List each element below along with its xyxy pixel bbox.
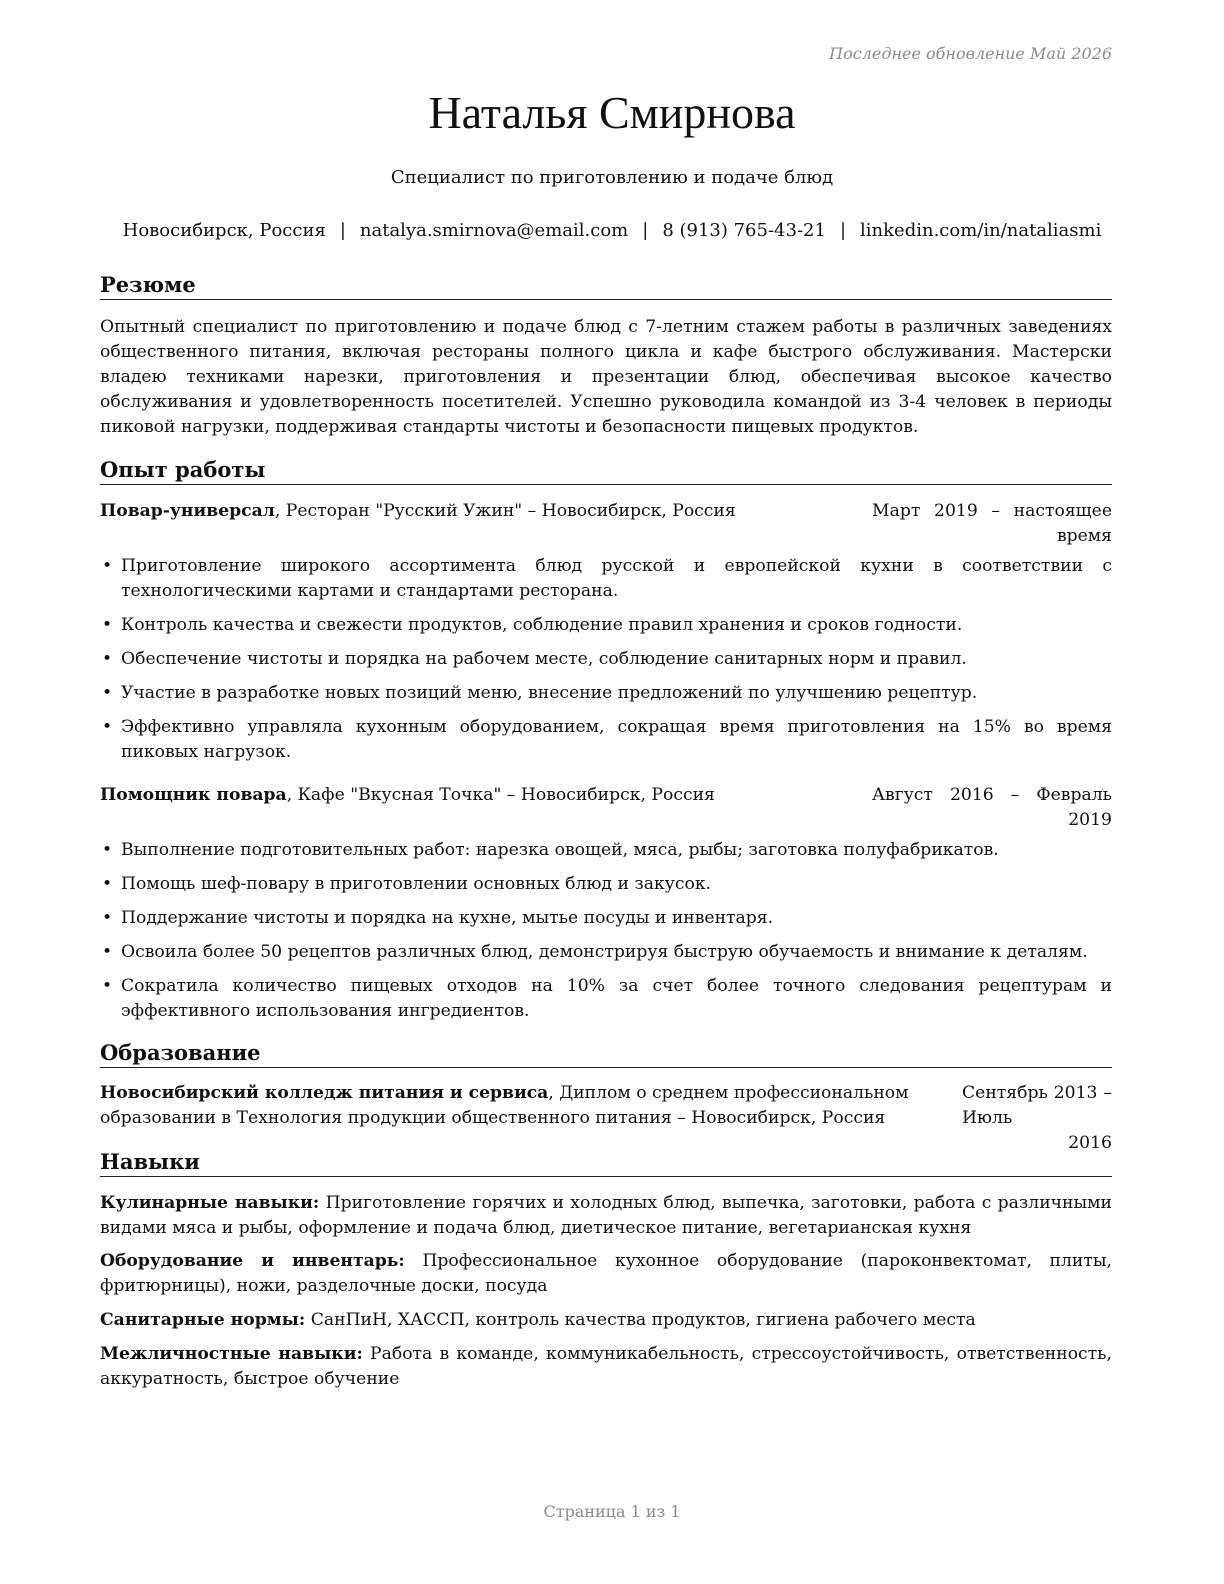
list-item: • Освоила более 50 рецептов различных блюд, демонстрируя быструю обучаемость и внимание к деталям. [100,940,1112,965]
contact-separator: | [839,220,847,241]
job-dates [872,499,1112,549]
job-title-line [100,499,860,524]
education-entry [100,1081,1112,1153]
skill-text: Приготовление горячих и холодных блюд, выпечка, заготовки, работа с различными видами мяса и рыбы, оформление и подача блюд, диетическое питание, вегетарианская кухня [100,1193,1112,1238]
summary-text: Опытный специалист по приготовлению и подаче блюд с 7-летним стажем работы в различных заведениях общественного питания, включая рестораны полного цикла и кафе быстрого обслуживания. Мастерски владею техниками нарезки, приготовления и презентации блюд, обеспечивая высокое качество обслуживания и удовлетворенность посетителей. Успешно руководила командой из 3-4 человек в периоды пиковой нагрузки, поддерживая стандарты чистоты и безопасности пищевых продуктов. [100,317,1112,437]
contact-phone: 8 (913) 765-43-21 [662,220,826,241]
skill-text: Работа в команде, коммуникабельность, стрессоустойчивость, ответственность, аккуратность, быстрое обучение [100,1344,1112,1389]
job-place: , Кафе "Вкусная Точка" – Новосибирск, Россия [286,785,715,805]
contact-linkedin[interactable]: linkedin.com/in/nataliasmi [860,220,1102,241]
skill-text: СанПиН, ХАССП, контроль качества продуктов, гигиена рабочего места [305,1310,976,1330]
job-title-line [100,783,860,808]
list-item: • Помощь шеф-повару в приготовлении основных блюд и закусок. [100,872,1112,897]
job-subtitle: Специалист по приготовлению и подаче блюд [390,167,834,188]
skill-label: Межличностные навыки: [100,1344,363,1364]
section-title-skills: Навыки [100,1148,1112,1177]
list-item: • Поддержание чистоты и порядка на кухне, мытье посуды и инвентаря. [100,906,1112,931]
job-position: Помощник повара [100,785,287,805]
skill-label: Кулинарные навыки: [100,1193,320,1213]
job-dates-line2: 2019 [1068,810,1112,830]
list-item: • Выполнение подготовительных работ: нарезка овощей, мяса, рыбы; заготовка полуфабрикатов. [100,838,1112,863]
job-header [100,783,1112,833]
section-title-experience: Опыт работы [100,456,1112,485]
job-dates-line1: Март 2019 – настоящее [872,501,1112,521]
list-item: • Эффективно управляла кухонным оборудованием, сокращая время приготовления на 15% во время пиковых нагрузок. [100,715,1112,765]
education-dates [962,1081,1112,1156]
skill-row [100,1249,1112,1299]
job-place: , Ресторан "Русский Ужин" – Новосибирск, Россия [274,501,736,521]
skill-row [100,1308,1112,1333]
list-item: • Обеспечение чистоты и порядка на рабочем месте, соблюдение санитарных норм и правил. [100,647,1112,672]
education-dates-line2: 2016 [1068,1133,1112,1153]
section-title-summary: Резюме [100,271,1112,300]
skill-text: Профессиональное кухонное оборудование (пароконвектомат, плиты, фритюрницы), ножи, разделочные доски, посуда [100,1251,1113,1296]
last-updated: Последнее обновление Май 2026 [829,44,1112,63]
contact-email[interactable]: natalya.smirnova@email.com [359,220,629,241]
contact-separator: | [339,220,346,241]
education-text [100,1081,970,1131]
list-item: • Сократила количество пищевых отходов на 10% за счет более точного следования рецептурам и эффективного использования ингредиентов. [100,974,1112,1024]
job-position: Повар-универсал [100,501,275,521]
skill-label: Санитарные нормы: [100,1310,306,1330]
contact-separator: | [642,220,649,241]
person-name: Наталья Смирнова [428,87,796,138]
skill-label: Оборудование и инвентарь: [100,1251,405,1271]
education-school: Новосибирский колледж питания и сервиса [100,1083,549,1103]
contact-line [0,220,1224,241]
job-bullets [100,838,1112,1033]
job-dates-line1: Август 2016 – Февраль [872,785,1112,805]
list-item: • Контроль качества и свежести продуктов, соблюдение правил хранения и сроков годности. [100,613,1112,638]
skill-row [100,1191,1112,1241]
job-header [100,499,1112,549]
job-dates [872,783,1112,833]
education-dates-line1: Сентябрь 2013 – Июль [962,1083,1112,1128]
job-bullets [100,554,1112,774]
job-dates-line2: время [1056,526,1112,546]
contact-location: Новосибирск, Россия [122,220,326,241]
education-details: , Диплом о среднем профессиональном образовании в Технология продукции общественного питания – Новосибирск, Россия [100,1083,909,1128]
list-item: • Участие в разработке новых позиций меню, внесение предложений по улучшению рецептур. [100,681,1112,706]
page-number: Страница 1 из 1 [543,1502,681,1521]
section-title-education: Образование [100,1039,1112,1068]
skill-row [100,1342,1112,1392]
list-item: • Приготовление широкого ассортимента блюд русской и европейской кухни в соответствии с технологическими картами и стандартами ресторана. [100,554,1112,604]
